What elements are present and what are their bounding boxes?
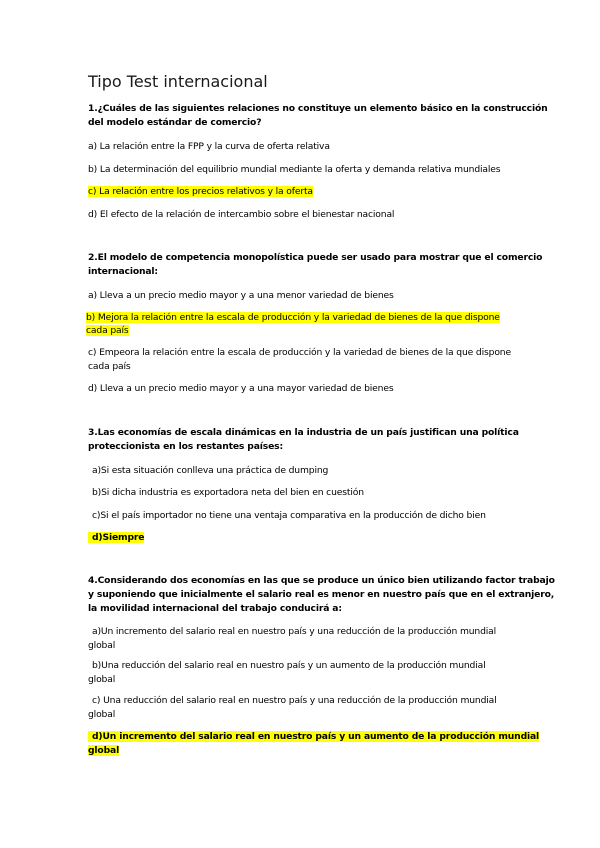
question-1-option-c-correct: c) La relación entre los precios relativos y la oferta <box>88 186 313 197</box>
question-1-option-d: d) El efecto de la relación de intercambio sobre el bienestar nacional <box>88 209 395 220</box>
question-3-option-d-correct: d)Siempre <box>88 532 144 543</box>
document-title: Tipo Test internacional <box>88 72 268 91</box>
question-1-text-cont: del modelo estándar de comercio? <box>88 117 262 128</box>
question-2-option-c-cont: cada país <box>88 361 131 372</box>
question-4-option-a: a)Un incremento del salario real en nuestro país y una reducción de la producción mundial <box>92 626 497 637</box>
question-2-option-a: a) Lleva a un precio medio mayor y a una menor variedad de bienes <box>88 290 394 301</box>
question-3-option-c: c)Si el país importador no tiene una ventaja comparativa en la producción de dicho bien <box>92 510 486 521</box>
question-2-option-b-correct-cont: cada país <box>86 325 129 336</box>
question-4-option-c-cont: global <box>88 709 116 720</box>
question-1-option-a: a) La relación entre la FPP y la curva de oferta relativa <box>88 141 330 152</box>
question-4-option-d-correct-cont: global <box>88 745 120 756</box>
question-3-text-cont: proteccionista en los restantes países: <box>88 441 284 452</box>
question-2-option-c: c) Empeora la relación entre la escala de producción y la variedad de bienes de la que dispone <box>88 347 511 358</box>
question-1-text: 1.¿Cuáles de las siguientes relaciones no constituye un elemento básico en la construcción <box>88 103 548 114</box>
question-4-text-cont-1: y suponiendo que inicialmente el salario real es menor en nuestro país que en el extranjero, <box>88 589 555 600</box>
question-3-option-a: a)Si esta situación conlleva una práctica de dumping <box>92 465 329 476</box>
question-2-text: 2.El modelo de competencia monopolística puede ser usado para mostrar que el comercio <box>88 252 543 263</box>
question-4-text-cont-2: la movilidad internacional del trabajo conducirá a: <box>88 603 342 614</box>
question-2-option-d: d) Lleva a un precio medio mayor y a una mayor variedad de bienes <box>88 383 394 394</box>
question-4-option-c: c) Una reducción del salario real en nuestro país y una reducción de la producción mundial <box>92 695 497 706</box>
question-4-option-d-correct: d)Un incremento del salario real en nuestro país y un aumento de la producción mundial <box>88 731 539 742</box>
question-1-option-b: b) La determinación del equilibrio mundial mediante la oferta y demanda relativa mundiales <box>88 164 501 175</box>
question-4-option-a-cont: global <box>88 640 116 651</box>
question-3-text: 3.Las economías de escala dinámicas en la industria de un país justifican una política <box>88 427 519 438</box>
question-4-option-b-cont: global <box>88 674 116 685</box>
question-4-text: 4.Considerando dos economías en las que se produce un único bien utilizando factor trabajo <box>88 575 555 586</box>
question-4-option-b: b)Una reducción del salario real en nuestro país y un aumento de la producción mundial <box>92 660 486 671</box>
question-3-option-b: b)Si dicha industria es exportadora neta del bien en cuestión <box>92 487 364 498</box>
question-2-text-cont: internacional: <box>88 266 158 277</box>
question-2-option-b-correct: b) Mejora la relación entre la escala de producción y la variedad de bienes de la que dispone <box>86 312 500 323</box>
